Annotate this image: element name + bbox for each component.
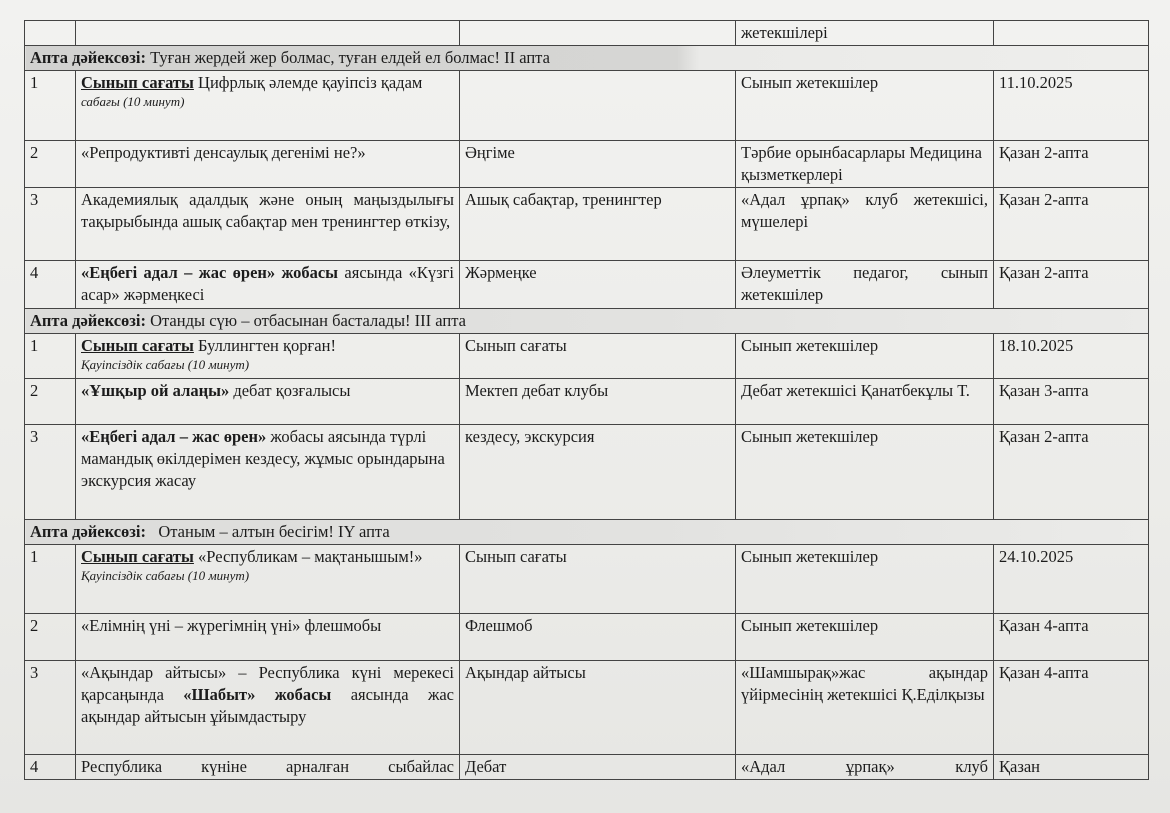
cell-event [76, 545, 460, 614]
week-label: Апта дәйексөзі: [30, 311, 146, 330]
cell-date: Қазан 3-апта [994, 379, 1149, 425]
cell-date: Қазан 2-апта [994, 425, 1149, 520]
cell-num [25, 21, 76, 46]
event-text: аясында «Күзгі асар» жәрмеңкесі [81, 263, 455, 304]
cell-responsible: Сынып жетекшілер [736, 425, 994, 520]
cell-event: Академиялық адалдық және оның маңыздылығы тақырыбында ашық сабақтар мен тренингтер өткізу, [76, 188, 460, 261]
cell-form [460, 71, 736, 141]
cell-num: 3 [25, 188, 76, 261]
event-title: «Еңбегі адал – жас өрен» [81, 427, 267, 446]
cell-responsible: «Шамшырақ»жас ақындар үйірмесінің жетекшісі Қ.Еділқызы [736, 661, 994, 755]
cell-num: 2 [25, 141, 76, 188]
cell-form: Жәрмеңке [460, 261, 736, 309]
table-row [25, 261, 1149, 309]
cell-date: Қазан 2-апта [994, 141, 1149, 188]
cell-event: Республика күніне арналған сыбайлас [76, 755, 460, 780]
cell-event: «Репродуктивті денсаулық дегенімі не?» [76, 141, 460, 188]
cell-responsible: Сынып жетекшілер [736, 614, 994, 661]
cell-num: 4 [25, 261, 76, 309]
week-header [25, 46, 1149, 71]
cell-event [76, 261, 460, 309]
cell-date: 24.10.2025 [994, 545, 1149, 614]
responsible-text: жетекшілері [741, 23, 828, 42]
table-row [25, 141, 1149, 188]
cell-date [994, 21, 1149, 46]
table-row [25, 21, 1149, 46]
cell-responsible: Әлеуметтік педагог, сынып жетекшілер [736, 261, 994, 309]
cell-event [76, 379, 460, 425]
event-text: «Ақындар айтысы» – Республика күні мерекесі қарсаңында [81, 663, 454, 704]
event-text: жобасы аясында түрлі мамандық өкілдерімен кездесу, жұмыс орындарына экскурсия жасау [81, 427, 445, 490]
cell-form: Флешмоб [460, 614, 736, 661]
cell-date: Қазан 2-апта [994, 188, 1149, 261]
cell-event [76, 425, 460, 520]
week-quote: Туған жердей жер болмас, туған елдей ел болмас! II апта [150, 48, 550, 67]
cell-event [76, 71, 460, 141]
event-plan-table [24, 20, 1149, 780]
table-row [25, 188, 1149, 261]
table-row [25, 755, 1149, 780]
cell-event [76, 661, 460, 755]
event-title: «Шабыт» жобасы [183, 685, 332, 704]
cell-responsible [736, 21, 994, 46]
table-row [25, 545, 1149, 614]
event-text: «Республикам – мақтанышым!» [193, 547, 423, 566]
table-row [25, 425, 1149, 520]
cell-num: 2 [25, 379, 76, 425]
cell-form [460, 21, 736, 46]
cell-responsible: «Адал ұрпақ» клуб жетекшісі, мүшелері [736, 188, 994, 261]
week-header-row [25, 46, 1149, 71]
cell-date: Қазан 2-апта [994, 261, 1149, 309]
cell-form: Ақындар айтысы [460, 661, 736, 755]
cell-form: Мектеп дебат клубы [460, 379, 736, 425]
table-row [25, 71, 1149, 141]
table-row [25, 334, 1149, 379]
cell-responsible: Сынып жетекшілер [736, 334, 994, 379]
event-text: дебат қозғалысы [229, 381, 351, 400]
week-label: Апта дәйексөзі: [30, 522, 146, 541]
cell-form: Сынып сағаты [460, 545, 736, 614]
cell-num: 1 [25, 334, 76, 379]
cell-form: Дебат [460, 755, 736, 780]
table-row [25, 661, 1149, 755]
cell-form: Ашық сабақтар, тренингтер [460, 188, 736, 261]
event-text: Буллингтен қорған! [193, 336, 336, 355]
event-title: «Еңбегі адал – жас өрен» жобасы [81, 263, 339, 282]
cell-num: 1 [25, 71, 76, 141]
cell-num: 3 [25, 425, 76, 520]
event-title: «Ұшқыр ой алаңы» [81, 381, 230, 400]
week-header [25, 520, 1149, 545]
cell-form: Сынып сағаты [460, 334, 736, 379]
cell-responsible: «Адал ұрпақ» клуб [736, 755, 994, 780]
week-header-row [25, 520, 1149, 545]
event-title: Сынып сағаты [81, 73, 194, 92]
cell-date: Қазан [994, 755, 1149, 780]
week-header [25, 309, 1149, 334]
cell-responsible: Тәрбие орынбасарлары Медицина қызметкерлері [736, 141, 994, 188]
cell-responsible: Дебат жетекшісі Қанатбекұлы Т. [736, 379, 994, 425]
cell-date: 18.10.2025 [994, 334, 1149, 379]
cell-form: Әңгіме [460, 141, 736, 188]
event-title: Сынып сағаты [81, 336, 194, 355]
week-label: Апта дәйексөзі: [30, 48, 146, 67]
cell-event: «Елімнің үні – жүрегімнің үні» флешмобы [76, 614, 460, 661]
cell-num: 2 [25, 614, 76, 661]
cell-event [76, 334, 460, 379]
table-row [25, 379, 1149, 425]
event-subtitle: Қауіпсіздік сабағы (10 минут) [81, 357, 250, 372]
cell-event [76, 21, 460, 46]
week-quote: Отаным – алтын бесігім! IY апта [158, 522, 390, 541]
event-text: аясында жас ақындар айтысын ұйымдастыру [81, 685, 455, 726]
cell-num: 1 [25, 545, 76, 614]
cell-date: Қазан 4-апта [994, 614, 1149, 661]
cell-form: кездесу, экскурсия [460, 425, 736, 520]
cell-num: 3 [25, 661, 76, 755]
cell-num: 4 [25, 755, 76, 780]
cell-responsible: Сынып жетекшілер [736, 545, 994, 614]
event-subtitle: сабағы (10 минут) [81, 94, 185, 109]
cell-date: Қазан 4-апта [994, 661, 1149, 755]
week-header-row [25, 309, 1149, 334]
cell-date: 11.10.2025 [994, 71, 1149, 141]
event-title: Сынып сағаты [81, 547, 194, 566]
week-quote: Отанды сүю – отбасынан басталады! III апта [150, 311, 466, 330]
cell-responsible: Сынып жетекшілер [736, 71, 994, 141]
event-text: Цифрлық әлемде қауіпсіз қадам [193, 73, 423, 92]
table-row [25, 614, 1149, 661]
event-subtitle: Қауіпсіздік сабағы (10 минут) [81, 568, 250, 583]
